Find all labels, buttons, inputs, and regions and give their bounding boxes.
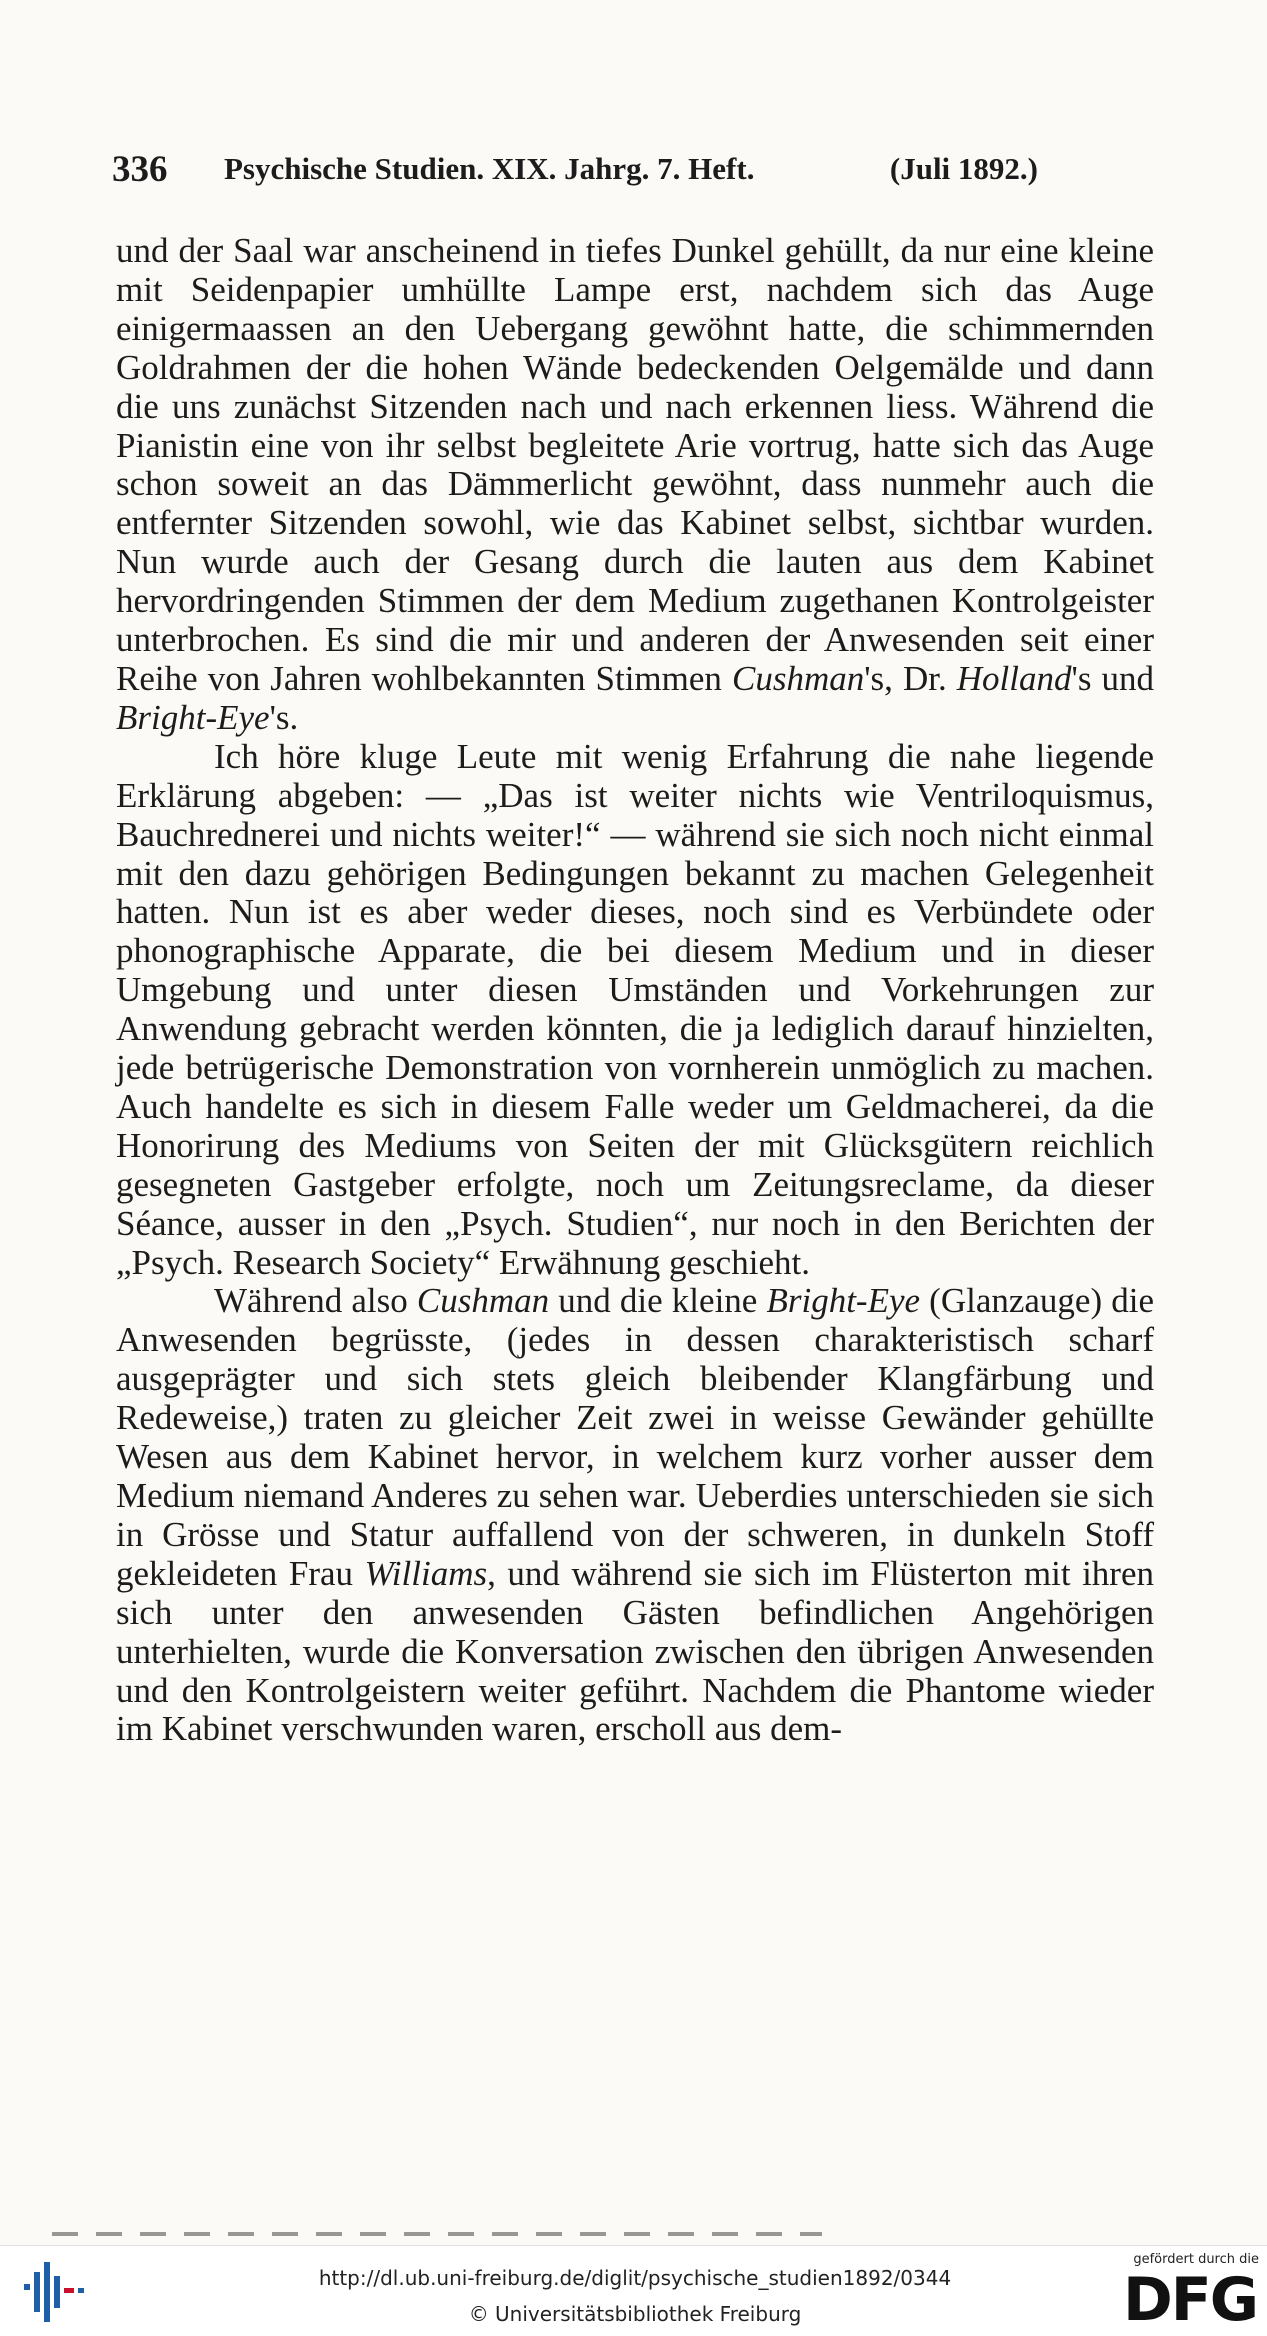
scan-artifact: [52, 2232, 822, 2236]
paragraph-1-text: 's, Dr.: [864, 658, 957, 698]
paragraph-2: Ich höre kluge Leute mit wenig Erfahrung die nahe liegende Erklärung abgeben: — „Das ist weiter nichts wie Ventriloquismus, Bauchrednerei und nichts weiter!“ — während sie sich noch nicht einmal mit den dazu gehörigen Bedingungen bekannt zu machen Gelegenheit hatten. Nun ist es aber weder dieses, noch sind es Verbündete oder phonographische Apparate, die bei diesem Medium und in dieser Umgebung und unter diesen Umständen und Vorkehrungen zur Anwendung gebracht werden könnten, die ja lediglich darauf hinzielten, jede betrügerische Demonstration von vornherein unmöglich zu machen. Auch handelte es sich in diesem Falle weder um Geldmacherei, da die Honorirung des Mediums von Seiten der mit Glücksgütern reichlich gesegneten Gastgeber erfolgte, noch um Zeitungsreclame, da dieser Séance, ausser in den „Psych. Studien“, nur noch in den Berichten der „Psych. Research Society“ Erwähnung geschieht.: [116, 736, 1154, 1282]
paragraph-3-text: und die kleine: [549, 1281, 767, 1321]
name-cushman: Cushman: [731, 658, 865, 698]
permalink-url[interactable]: http://dl.ub.uni-freiburg.de/diglit/psychische_studien1892/0344: [318, 2266, 952, 2290]
running-header: [112, 148, 1042, 200]
paragraph-3-text: Während also: [214, 1281, 417, 1321]
ub-freiburg-logo-icon[interactable]: [22, 2262, 86, 2322]
viewer-footer: [0, 2245, 1267, 2336]
paragraph-1-text: 's und: [1071, 658, 1154, 698]
name-cushman: Cushman: [416, 1281, 550, 1321]
name-bright-eye: Bright-Eye: [766, 1281, 921, 1321]
copyright-notice: © Universitätsbibliothek Freiburg: [468, 2302, 802, 2326]
paragraph-1-text: und der Saal war anscheinend in tiefes Dunkel gehüllt, da nur eine kleine mit Seidenpapier umhüllte Lampe erst, nachdem sich das Auge einigermaassen an den Uebergang gewöhnt hatte, die schimmernden Goldrahmen der die hohen Wände bedeckenden Oelgemälde und dann die uns zunächst Sitzenden nach und nach erkennen liess. Während die Pianistin eine von ihr selbst begleitete Arie vortrug, hatte sich das Auge schon soweit an das Dämmerlicht gewöhnt, dass nunmehr auch die entfernter Sitzenden sowohl, wie das Kabinet selbst, sichtbar wurden. Nun wurde auch der Gesang durch die lauten aus dem Kabinet hervordringenden Stimmen der dem Medium zugethanen Kontrolgeister unterbrochen. Es sind die mir und anderen der Anwesenden seit einer Reihe von Jahren wohlbekannten Stimmen: [116, 231, 1154, 698]
paragraph-1-text: 's.: [269, 697, 299, 737]
paragraph-3: [116, 1282, 1154, 1749]
dfg-logo[interactable]: DFG: [1122, 2265, 1257, 2335]
paragraph-3-text: , und während sie sich im Flüsterton mit ihren sich unter den anwesenden Gästen befindlichen Angehörigen unterhielten, wurde die Konversation zwischen den übrigen Anwesenden und den Kontrolgeistern weiter geführt. Nachdem die Phantome wieder im Kabinet verschwunden waren, erscholl aus dem-: [116, 1553, 1155, 1749]
name-williams: Williams: [364, 1553, 488, 1593]
name-holland: Holland: [956, 658, 1072, 698]
running-title: Psychische Studien. XIX. Jahrg. 7. Heft.: [224, 151, 755, 186]
body-text: [116, 232, 1154, 1749]
paragraph-3-text: (Glanzauge) die Anwesenden begrüsste, (jedes in dessen charakteristisch scharf ausgeprägter und sich stets gleich bleibender Klangfärbung und Redeweise,) traten zu gleicher Zeit zwei in weisse Gewänder gehüllte Wesen aus dem Kabinet hervor, in welchem kurz vorher ausser dem Medium niemand Anderes zu sehen war. Ueberdies unterschieden sie sich in Grösse und Statur auffallend von der schweren, in dunkeln Stoff gekleideten Frau: [116, 1281, 1155, 1593]
page-number: 336: [112, 149, 168, 190]
name-bright-eye: Bright-Eye: [116, 697, 270, 737]
funding-note: gefördert durch die: [1133, 2252, 1259, 2267]
issue-date: (Juli 1892.): [889, 151, 1038, 186]
paragraph-1: [116, 232, 1154, 738]
